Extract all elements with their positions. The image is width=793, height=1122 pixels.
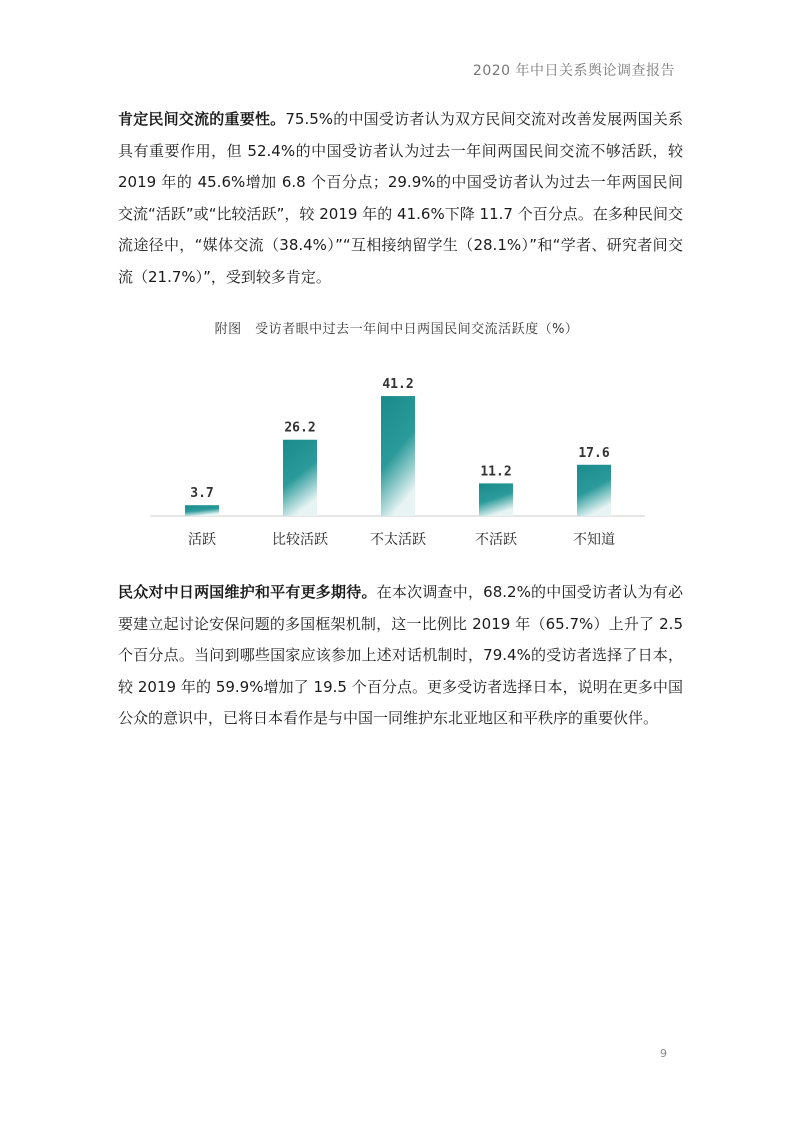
paragraph-lead: 民众对中日两国维护和平有更多期待。 [118,583,377,601]
bar-chart [150,356,650,556]
category-label: 不活跃 [475,532,517,548]
bar-4 [577,465,611,516]
paragraph-exchange [118,104,683,294]
paragraph-text: 75.5%的中国受访者认为双方民间交流对改善发展两国关系具有重要作用，但 52.4%的中国受访者认为过去一年间两国民间交流不够活跃，较 2019 年的 45.6%增加 6.8 个百分点；29.9%的中国受访者认为过去一年两国民间交流“活跃”或“比较活跃”，较 2019 年的 41.6%下降 11.7 个百分点。在多种民间交流途径中，“媒体交流（38.4%）”“互相接纳留学生（28.1%）”和“学者、研究者间交流（21.7%）”，受到较多肯定。 [118,110,683,286]
category-label: 活跃 [188,532,216,548]
figure-title: 附图 受访者眼中过去一年间中日两国民间交流活跃度（%） [214,322,579,337]
category-label: 不知道 [573,532,615,548]
bar-value-label: 3.7 [190,486,214,502]
bar-1 [283,440,317,516]
category-label: 不太活跃 [370,532,426,548]
report-header: 2020 年中日关系舆论调查报告 [472,63,675,79]
bar-3 [479,483,513,516]
bar-value-label: 41.2 [382,377,414,393]
bar-value-label: 17.6 [578,445,610,461]
paragraph-text: 在本次调查中，68.2%的中国受访者认为有必要建立起讨论安保问题的多国框架机制，这一比例比 2019 年（65.7%）上升了 2.5 个百分点。当问到哪些国家应该参加上述对话机制时，79.4%的受访者选择了日本，较 2019 年的 59.9%增加了 19.5 个百分点。更多受访者选择日本，说明在更多中国公众的意识中，已将日本看作是与中国一同维护东北亚地区和平秩序的重要伙伴。 [118,583,683,728]
bar-value-label: 11.2 [480,464,512,480]
bar-value-label: 26.2 [284,420,316,436]
page-number: 9 [660,1047,667,1060]
paragraph-lead: 肯定民间交流的重要性。 [118,110,286,128]
paragraph-peace [118,577,683,735]
bar-0 [185,505,219,516]
bar-2 [381,396,415,516]
category-label: 比较活跃 [272,532,328,548]
